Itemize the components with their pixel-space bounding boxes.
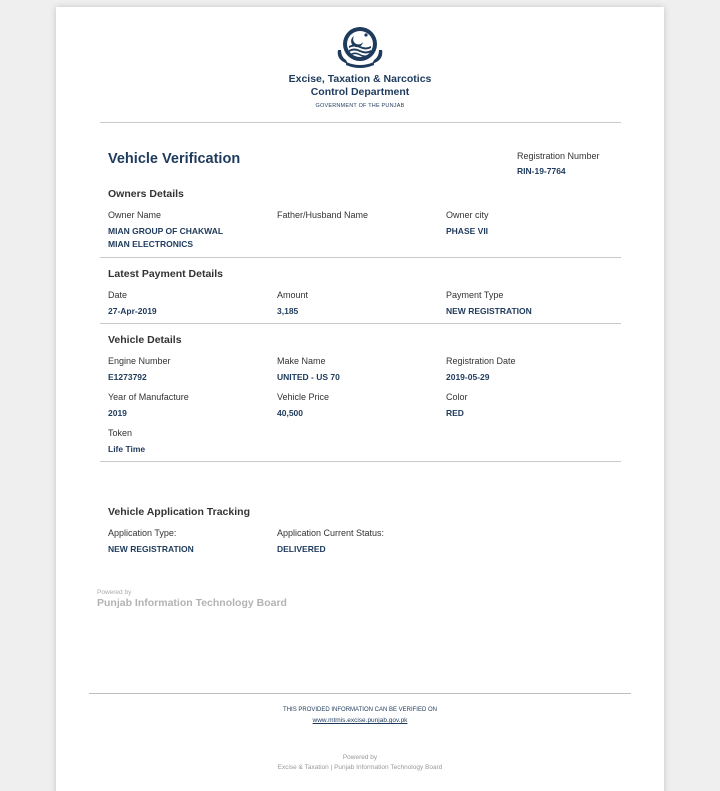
- token-label: Token: [108, 428, 133, 438]
- father-name-label: Father/Husband Name: [277, 210, 369, 220]
- payment-date-value: 27-Apr-2019: [108, 306, 157, 316]
- application-status-label: Application Current Status:: [277, 528, 385, 538]
- registration-date-label: Registration Date: [446, 356, 516, 366]
- owner-city-label: Owner city: [446, 210, 489, 220]
- header-divider: [100, 122, 621, 123]
- payment-amount-value: 3,185: [277, 306, 299, 316]
- owners-section-heading: Owners Details: [108, 188, 184, 200]
- page-title: Vehicle Verification: [108, 151, 241, 167]
- owner-city-value: PHASE VII: [446, 226, 489, 236]
- registration-date-value: 2019-05-29: [446, 372, 490, 382]
- make-name-label: Make Name: [277, 356, 326, 366]
- application-type-value: NEW REGISTRATION: [108, 544, 194, 554]
- token-value: Life Time: [108, 444, 146, 454]
- footer-powered-label: Powered by: [342, 754, 378, 761]
- owners-divider: [100, 257, 621, 258]
- punjab-government-emblem-icon: [332, 24, 388, 70]
- application-status-value: DELIVERED: [277, 544, 326, 554]
- powered-by-label: Powered by: [97, 589, 132, 596]
- vehicle-price-label: Vehicle Price: [277, 392, 330, 402]
- verification-document: [56, 7, 664, 791]
- footer-divider: [89, 693, 631, 694]
- registration-number-value: RIN-19-7764: [517, 166, 566, 176]
- payment-type-label: Payment Type: [446, 290, 504, 300]
- year-of-manufacture-value: 2019: [108, 408, 127, 418]
- color-value: RED: [446, 408, 464, 418]
- powered-by-org: Punjab Information Technology Board: [97, 597, 287, 609]
- verification-notice: THIS PROVIDED INFORMATION CAN BE VERIFIED ON: [283, 707, 437, 713]
- vehicle-divider: [100, 461, 621, 462]
- department-name-line2: Control Department: [310, 86, 410, 98]
- make-name-value: UNITED - US 70: [277, 372, 340, 382]
- vehicle-section-heading: Vehicle Details: [108, 334, 182, 346]
- owner-name-label: Owner Name: [108, 210, 162, 220]
- application-type-label: Application Type:: [108, 528, 177, 538]
- registration-number-label: Registration Number: [517, 151, 600, 161]
- department-name-line1: Excise, Taxation & Narcotics: [288, 73, 432, 85]
- payment-divider: [100, 323, 621, 324]
- footer-powered-org: Excise & Taxation | Punjab Information Technology Board: [277, 764, 443, 771]
- government-label: GOVERNMENT OF THE PUNJAB: [315, 103, 405, 109]
- owner-name-line2: MIAN ELECTRONICS: [108, 239, 193, 249]
- payment-amount-label: Amount: [277, 290, 309, 300]
- engine-number-label: Engine Number: [108, 356, 171, 366]
- vehicle-price-value: 40,500: [277, 408, 303, 418]
- payment-type-value: NEW REGISTRATION: [446, 306, 532, 316]
- payment-date-label: Date: [108, 290, 128, 300]
- color-label: Color: [446, 392, 468, 402]
- tracking-section-heading: Vehicle Application Tracking: [108, 506, 250, 518]
- owner-name-line1: MIAN GROUP OF CHAKWAL: [108, 226, 224, 236]
- payment-section-heading: Latest Payment Details: [108, 268, 223, 280]
- verification-link[interactable]: www.mtmis.excise.punjab.gov.pk: [312, 717, 408, 724]
- engine-number-value: E1273792: [108, 372, 147, 382]
- year-of-manufacture-label: Year of Manufacture: [108, 392, 189, 402]
